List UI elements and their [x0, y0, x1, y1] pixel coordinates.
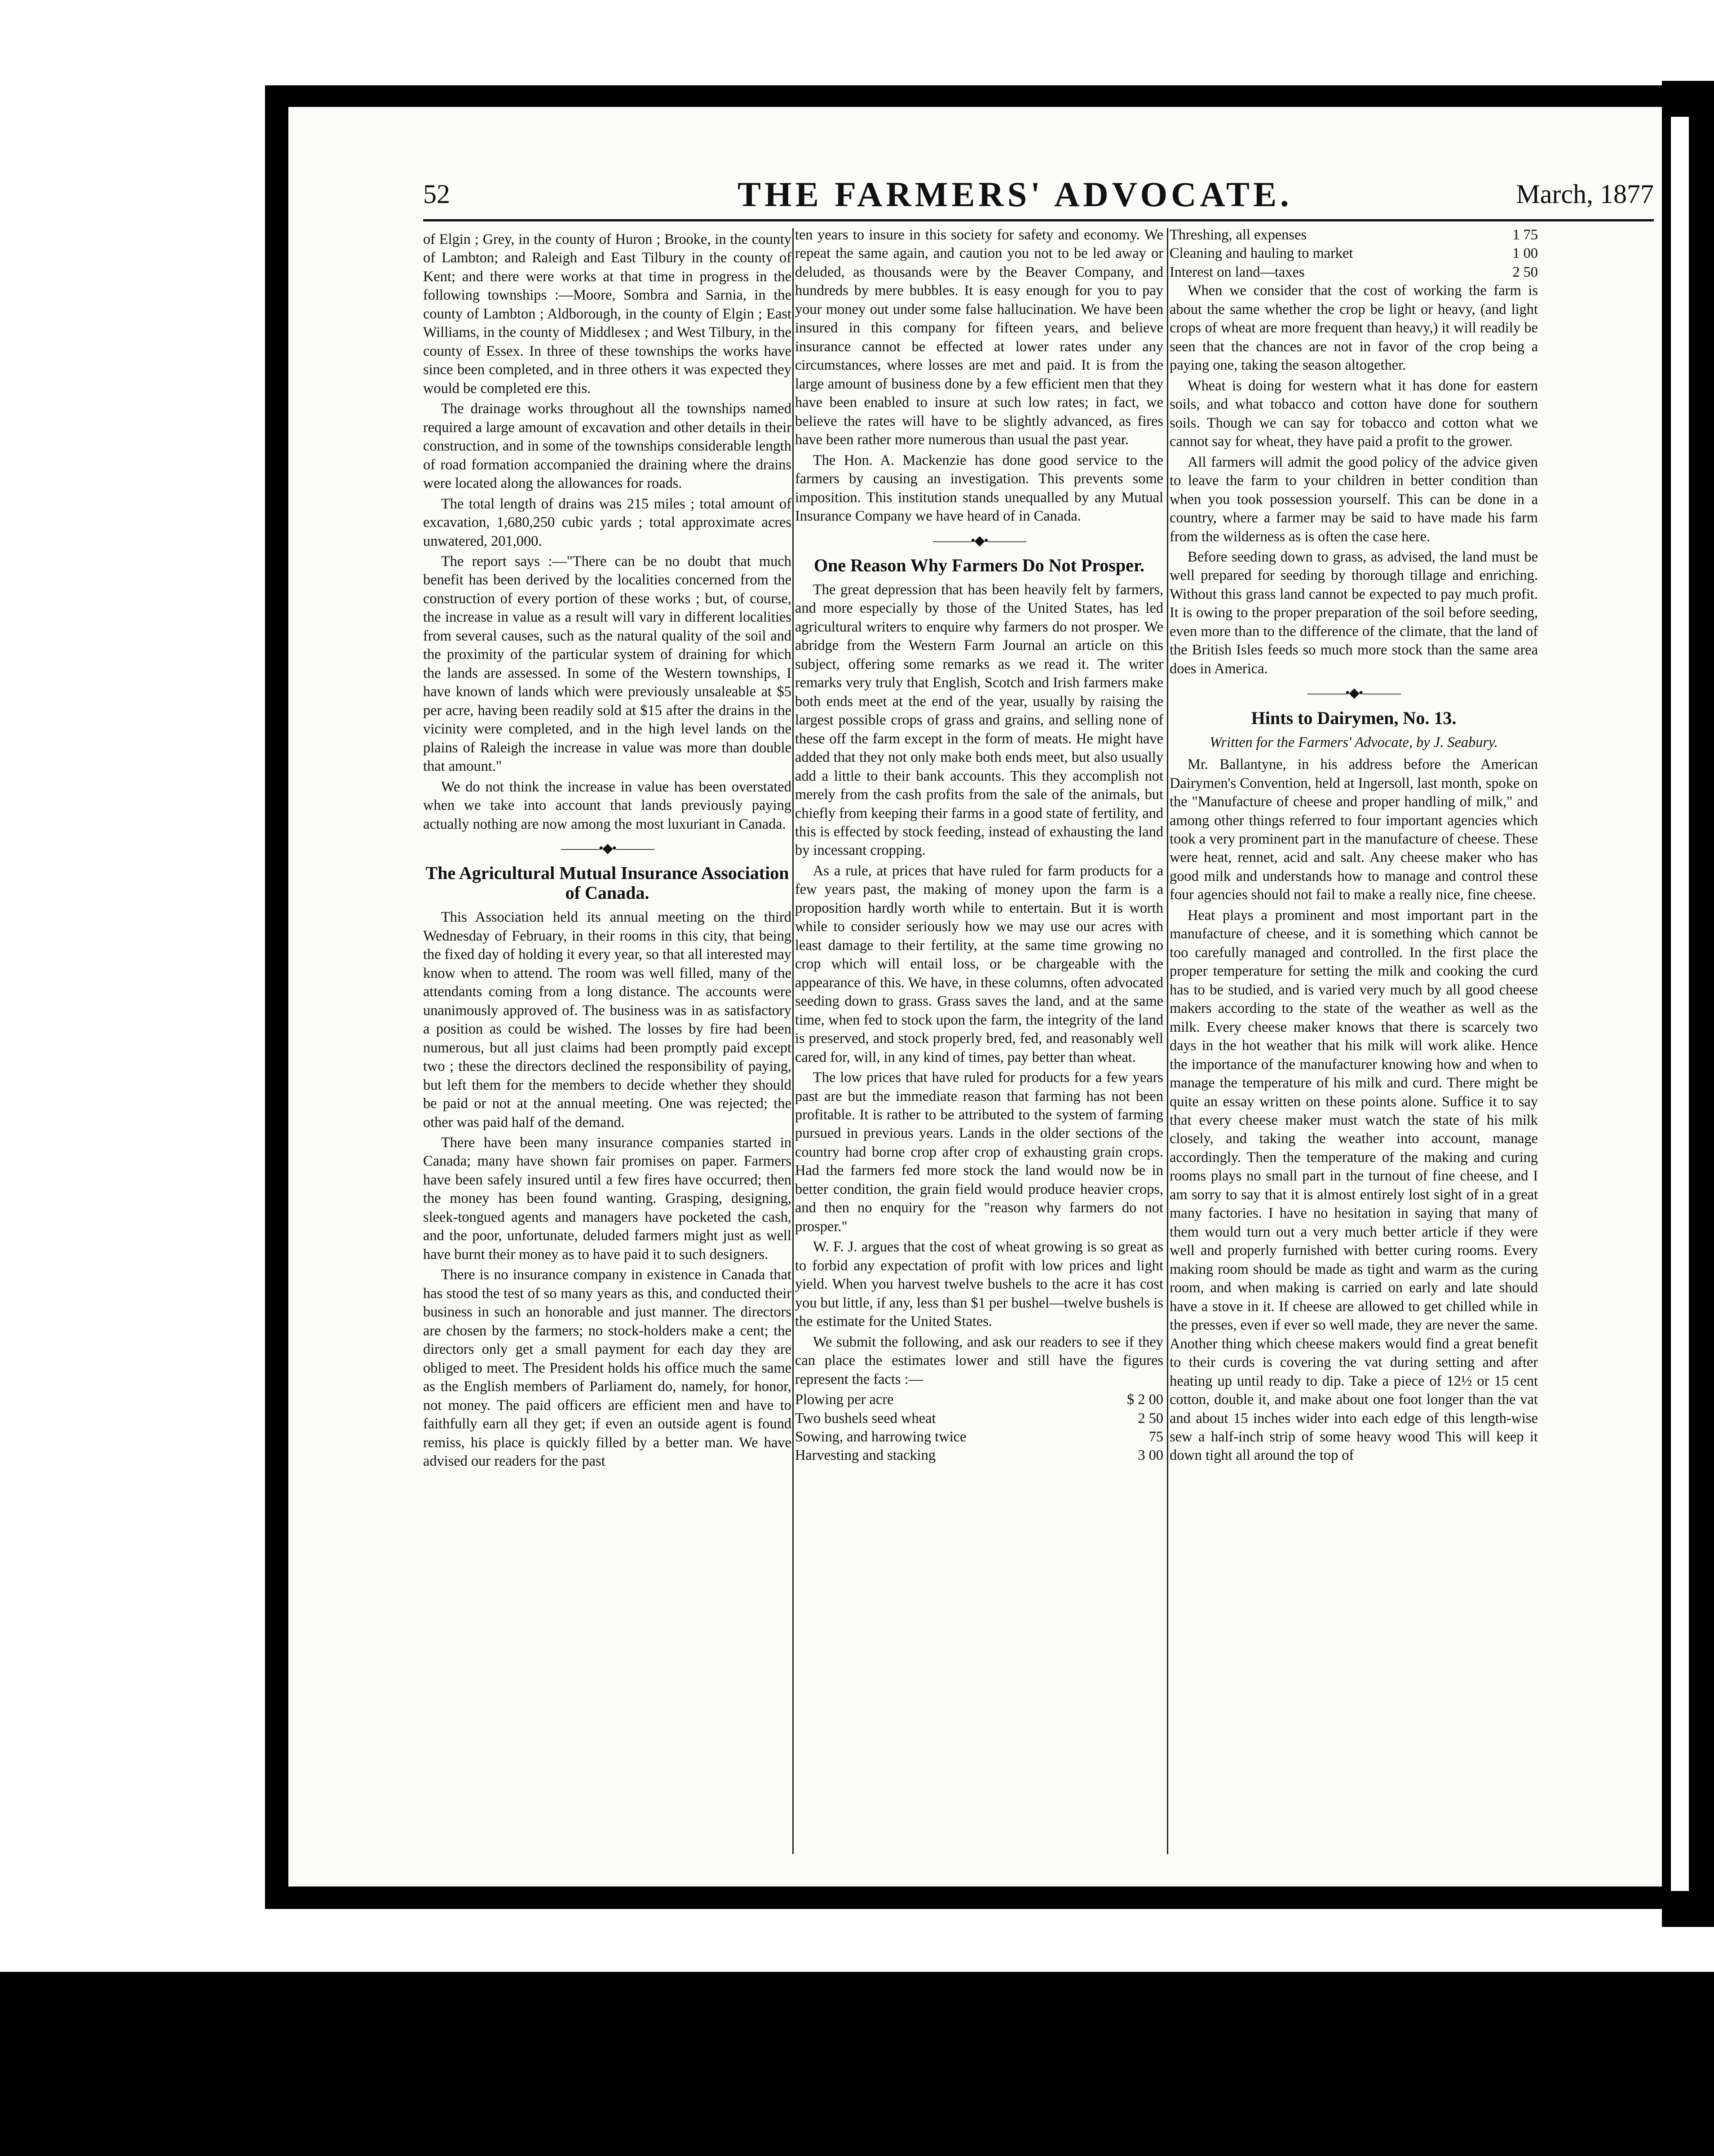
section-ornament: ———•◆•——— [932, 533, 1026, 548]
article-title: Hints to Dairymen, No. 13. [1251, 707, 1457, 728]
paragraph: We do not think the increase in value has been overstated when we take into account that lands previously paying actually nothing are now among the most luxuriant in Canada. [423, 778, 791, 832]
paragraph: There is no insurance company in existence in Canada that has stood the test of so many years as this, and conducted their business in such an honorable and just manner. The directors are chosen by the farmers; no stock-holders make a cent; the directors only get a small payment for each day they are obliged to meet. The President holds his office much the same as the English members of Parliament do, namely, for honor, not money. The paid officers are efficient men and have to faithfully earn all they get; if even an outside agent is found remiss, his place is quickly filled by a better man. We have advised our readers for the past [423, 1267, 791, 1469]
paragraph: The Hon. A. Mackenzie has done good service to the farmers by causing an investigation. This prevents some imposition. This institution stands unequalled by any Mutual Insurance Company we have heard of in Canada. [795, 452, 1163, 525]
cost-amount: 2 50 [1512, 264, 1538, 280]
cost-row [1170, 263, 1538, 282]
cost-row [795, 1391, 1163, 1409]
cost-item: Plowing per acre [795, 1392, 894, 1408]
cost-item: Interest on land—taxes [1170, 264, 1305, 280]
paragraph: W. F. J. argues that the cost of wheat growing is so great as to forbid any expectation of profit with low prices and light yield. When you harvest twelve bushels to the acre it has cost you but little, if any, less than $1 per bushel—twelve bushels is the estimate for the United States. [795, 1239, 1163, 1330]
paragraph: The great depression that has been heavily felt by farmers, and more especially by those of the United States, has led agricultural writers to enquire why farmers do not prosper. We abridge from the Western Farm Journal an article on this subject, offering some remarks as we read it. The writer remarks very truly that English, Scotch and Irish farmers make both ends meet at the end of the year, usually by raising the largest possible crops of grass and grains, and selling none of these off the farm except in the form of meats. He might have added that they not only make both ends meet, but also usually add a little to their bank accounts. This they accomplish not merely from the cash profits from the sale of the animals, but chiefly from keeping their farms in a good state of fertility, and this is effected by stock feeding, instead of exhausting the land by incessant cropping. [795, 581, 1163, 859]
cost-row [795, 1446, 1163, 1465]
newspaper-page [288, 107, 1662, 1886]
cost-amount: 75 [1149, 1428, 1163, 1445]
scan-bottom-band [0, 1972, 1714, 2156]
cost-amount: $ 2 00 [1127, 1392, 1163, 1408]
paragraph: Wheat is doing for western what it has done for eastern soils, and what tobacco and cotton have done for southern soils. Though we can say for tobacco and cotton what we cannot say for wheat, they have paid a profit to the grower. [1170, 377, 1538, 450]
cost-row [1170, 244, 1538, 263]
scan-frame-right-inner [1671, 117, 1689, 1891]
paragraph: As a rule, at prices that have ruled for farm products for a few years past, the making of money upon the farm is a proposition hardly worth while to entertain. But it is worth while to consider seriously how we may use our acres with least damage to their fertility, at the same time growing no crop which will entail loss, or be chargeable with the appearance of this. We have, in these columns, often advocated seeding down to grass. Grass saves the land, and at the same time, when fed to stock upon the farm, the integrity of the land is preserved, and stock properly bred, fed, and reasonably well cared for, will, in any kind of times, pay better than wheat. [795, 862, 1163, 1065]
byline: Written for the Farmers' Advocate, by J. Seabury. [1210, 734, 1498, 751]
cost-row [795, 1409, 1163, 1428]
paragraph: There have been many insurance companies started in Canada; many have shown fair promises on paper. Farmers have been safely insured until a few fires have occurred; then the money has been found wanting. Grasping, designing, sleek-tongued agents and managers have pocketed the cash, and the poor, unfortunate, deluded farmers might just as well have burnt their money as to have paid it to such designers. [423, 1135, 791, 1263]
cost-amount: 2 50 [1138, 1410, 1163, 1427]
page-number: 52 [423, 179, 450, 209]
column-2 [795, 226, 1163, 1465]
paragraph: Mr. Ballantyne, in his address before the American Dairymen's Convention, held at Ingersoll, last month, spoke on the "Manufacture of cheese and proper handling of milk," and among other things referred to four important agencies which took a very prominent part in the manufacture of cheese. These were heat, rennet, acid and salt. Any cheese maker who has good milk and understands how to manage and control these four agencies should not fail to make a really nice, fine cheese. [1170, 756, 1538, 903]
section-ornament: ———•◆•——— [561, 841, 654, 856]
cost-row [795, 1428, 1163, 1446]
scan-frame-bottom [265, 1886, 1714, 1909]
paragraph: All farmers will admit the good policy of the advice given to leave the farm to your children in better condition than when you took possession yourself. This can be done in a country, where a farmer may be said to have made his farm from the wilderness as is often the case here. [1170, 454, 1538, 545]
paragraph: We submit the following, and ask our readers to see if they can place the estimates lower and still have the figures represent the facts :— [795, 1334, 1163, 1387]
cost-amount: 1 00 [1512, 245, 1538, 262]
article-title: The Agricultural Mutual Insurance Association of Canada. [425, 863, 789, 903]
column-1 [423, 230, 791, 1472]
paragraph: The report says :—"There can be no doubt that much benefit has been derived by the localities concerned from the construction of every portion of these works ; but, of course, the increase in value as a result will vary in different localities from several causes, such as the natural quality of the soil and the proximity of the particular system of draining for which the lands are assessed. In some of the Western townships, I have known of lands which were previously unsaleable at $5 per acre, having been readily sold at $15 after the drains in the vicinity were completed, and in the high level lands on the plains of Raleigh the increase in value was more than double that amount." [423, 553, 791, 775]
cost-amount: 3 00 [1138, 1447, 1163, 1464]
column-rule-1 [792, 228, 794, 1854]
scan-frame-left [265, 85, 288, 1909]
column-rule-2 [1167, 228, 1168, 1854]
cost-item: Harvesting and stacking [795, 1447, 936, 1464]
paragraph: of Elgin ; Grey, in the county of Huron ; Brooke, in the county of Lambton; and Raleigh and East Tilbury in the county of Kent; and there were works at that time in progress in the following townships :—Moore, Sombra and Sarnia, in the county of Lambton ; Aldborough, in the county of Elgin ; East Williams, in the county of Middlesex ; and West Tilbury, in the county of Essex. In three of these townships the works have since been completed, and in three others it was expected they would be completed ere this. [423, 231, 791, 397]
paragraph: Before seeding down to grass, as advised, the land must be well prepared for seeding by thorough tillage and enriching. Without this grass land cannot be expected to pay much profit. It is owing to the proper preparation of the soil before seeding, even more than to the difference of the climate, that the land of the British Isles feeds so much more stock than the same area does in America. [1170, 548, 1538, 677]
scan-frame-top [265, 85, 1714, 107]
cost-item: Threshing, all expenses [1170, 227, 1307, 243]
header-rule [423, 219, 1654, 221]
masthead-title: THE FARMERS' ADVOCATE. [738, 175, 1293, 214]
paragraph: The drainage works throughout all the townships named required a large amount of excavation and other details in their construction, and in some of the townships considerable length of road formation accompanied the draining where the drains were located along the allowances for roads. [423, 401, 791, 492]
paragraph: This Association held its annual meeting on the third Wednesday of February, in their rooms in this city, that being the fixed day of holding it every year, so that all interested may know when to attend. The room was well filled, many of the attendants coming from a long distance. The accounts were unanimously approved of. The business was in as satisfactory a position as could be wished. The losses by fire had been numerous, but all just claims had been promptly paid except two ; these the directors declined the responsibility of paying, but left them for the members to decide whether they should be paid or not at the annual meeting. One was rejected; the other was paid half of the demand. [423, 909, 791, 1131]
issue-date: March, 1877 [1516, 179, 1654, 209]
article-title: One Reason Why Farmers Do Not Prosper. [814, 555, 1144, 575]
paragraph: The total length of drains was 215 miles ; total amount of excavation, 1,680,250 cubic yards ; total approximate acres unwatered, 201,000. [423, 495, 791, 549]
cost-item: Two bushels seed wheat [795, 1410, 936, 1427]
cost-item: Sowing, and harrowing twice [795, 1428, 967, 1445]
scan-margin [0, 0, 252, 2156]
paragraph: The low prices that have ruled for products for a few years past are but the immediate reason that farming has not been profitable. It is rather to be attributed to the system of farming pursued in previous years. Lands in the older sections of the country had borne crop after crop of exhausting grain crops. Had the farmers fed more stock the land would now be in better condition, the grain field would produce heavier crops, and then no enquiry for the "reason why farmers do not prosper." [795, 1069, 1163, 1235]
paragraph: ten years to insure in this society for safety and economy. We repeat the same again, and caution you not to be led away or deluded, as thousands were by the Beaver Company, and hundreds by mere bubbles. It is easy enough for you to pay your money out under some false hallucination. We have been insured in this company for fifteen years, and believe insurance cannot be effected at lower rates under any circumstances, where losses are met and paid. It is from the large amount of business done by a few efficient men that they have been enabled to insure at such low rates; in fact, we believe the rates will have to be slightly advanced, as fires have been rather more numerous than usual the past year. [795, 227, 1163, 448]
page-header [423, 170, 1654, 224]
column-3 [1170, 226, 1538, 1467]
paragraph: Heat plays a prominent and most important part in the manufacture of cheese, and it is something which cannot be too carefully managed and controlled. In the first place the proper temperature for setting the milk and cooking the curd has to be studied, and is varied very much by all good cheese makers according to the state of the weather as well as the milk. Every cheese maker knows that there is scarcely two days in the hot weather that his milk will work alike. Hence the importance of the manufacturer knowing how and when to manage the temperature of his milk and curd. There might be quite an essay written on these points alone. Suffice it to say that every cheese maker must watch the state of his milk closely, and taking the weather into account, manage accordingly. Then the temperature of the making and curing rooms plays no small part in the turnout of fine cheese, and I am sorry to say that it is almost entirely lost sight of in a great many factories. I have no hesitation in saying that many of them would turn out a very much better article if they were well and properly furnished with better curing rooms. Every making room should be made as tight and warm as the curing room, and when making is carried on early and late should have a stove in it. If cheese are allowed to get chilled while in the presses, even if ever so well made, they are never the same. Another thing which cheese makers would find a great benefit to their curds is covering the vat during setting and after heating up until ready to dip. Take a piece of 12½ or 15 cent cotton, double it, and make about one foot longer than the vat and about 15 inches wider into each edge of this length-wise sew a half-inch strip of some heavy wood This will keep it down tight all around the top of [1170, 907, 1538, 1464]
cost-item: Cleaning and hauling to market [1170, 245, 1353, 262]
paragraph: When we consider that the cost of working the farm is about the same whether the crop be light or heavy, (and light crops of wheat are more frequent than heavy,) it will readily be seen that the chances are not in favor of the crop being a paying one, taking the season altogether. [1170, 283, 1538, 374]
cost-amount: 1 75 [1512, 227, 1538, 243]
section-ornament: ———•◆•——— [1307, 685, 1400, 701]
cost-row [1170, 226, 1538, 244]
